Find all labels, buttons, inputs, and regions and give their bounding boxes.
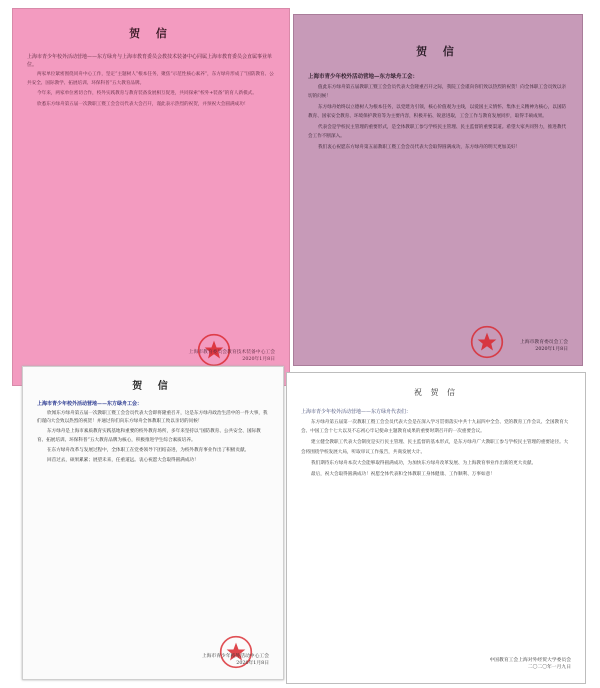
letter-paragraph: 东方绿舟始终以立德树人为根本任务，以党建为引领，核心价值观为主线，以爱国主义情怀、集体主义精神为核心，以国防教育、国家安全教育、环境保护教育等为主要内容，积极开拓、锐意进取，工会工作与教育发展同步，取得丰硕成果。 bbox=[308, 105, 567, 119]
letter-paragraph: 值此东方绿舟第五届教职工暨工会会员代表大会隆重召开之际，我院工会谨向你们致以热烈的祝贺！向全体职工会员致以亲切的问候！ bbox=[308, 85, 567, 99]
letter-signature: 上海市教育委员会教育技术装备中心工会 bbox=[188, 350, 275, 355]
letter-date: 2020年1月8日 bbox=[535, 347, 568, 352]
letter-salutation: 上海市青少年校外活动营地—东方绿舟工会： bbox=[308, 74, 419, 80]
letter-signature-block bbox=[489, 657, 571, 671]
letter-paragraph: 两家单位紧密围绕同舟中心工作，坚定“主题树人”根本任务，聚焦“示范性核心素养”，东方绿舟形成了“国防教育、公共安全、国际教学、拓展培训、环保科普”五大教育品牌。 bbox=[27, 72, 274, 86]
letter-signature-block bbox=[189, 349, 275, 363]
congratulation-letter-3 bbox=[22, 366, 284, 680]
letter-salutation: 上海市青少年校外活动营地——东方绿舟代表们： bbox=[301, 409, 412, 415]
letter-title: 贺 信 bbox=[132, 381, 174, 392]
letter-signature: 上海市教育委员会工会 bbox=[520, 340, 568, 345]
congratulation-letter-2 bbox=[293, 14, 583, 366]
letter-paragraph: 今年来，两家单位密切合作，校外实践教育与教育装备发展相互促进，共同探索“校外+装备”的育人新模式。 bbox=[37, 91, 257, 97]
letter-title: 贺 信 bbox=[129, 27, 173, 40]
letter-salutation: 上海市青少年校外活动营地——东方绿舟与上海市教育委员会教技术装备中心同属上海市教育委员会直属事业单位。 bbox=[27, 54, 273, 68]
letter-date: 二〇二〇年一月九日 bbox=[527, 665, 571, 670]
letter-paragraph: 代表会是学校民主管理的重要形式，是全体教职工参与学校民主管理、民主监督的重要渠道。希望大家共同努力，推进教代会工作不断深入。 bbox=[308, 125, 567, 139]
letter-signature-block bbox=[202, 653, 269, 667]
congratulation-letter-4 bbox=[286, 372, 586, 684]
letter-title: 贺 信 bbox=[416, 45, 460, 58]
letter-signature: 上海市青少年校外活动中心工会 bbox=[201, 654, 269, 659]
letter-paragraph: 欣悉东方绿舟第五届一次教职工暨工会会员代表大会召开，谨此表示热烈的祝贺，并预祝大会圆满成功！ bbox=[37, 101, 249, 107]
letter-paragraph: 欣闻东方绿舟第五届一次教职工暨工会会员代表大会即将隆重召开，这是东方绿舟政治生活中的一件大事，我们谨向大会致以热烈的祝贺！并通过你们向东方绿舟全体教职工致以亲切的问候！ bbox=[37, 411, 268, 425]
letter-paragraph: 东方绿舟是上海市素质教育实践基地和重要的校外教育场所，多年来坚持以“国防教育、公共安全、国际教育、拓展培训、环保科普”五大教育品牌为核心，积极推进学生综合素质培养。 bbox=[37, 429, 261, 443]
letter-title: 祝 贺 信 bbox=[413, 388, 459, 397]
red-seal-stamp bbox=[470, 325, 504, 359]
letter-signature: 中国教育工会上海对外经贸大学委员会 bbox=[489, 658, 571, 663]
letter-body bbox=[294, 83, 582, 152]
letter-body bbox=[287, 418, 585, 479]
letter-paragraph: 最后，祝大会取得圆满成功！祝愿全体代表和全体教职工身体健康、工作顺利、万事如意！ bbox=[311, 472, 495, 478]
letter-signature-block bbox=[520, 339, 568, 353]
letter-paragraph: 我们衷心祝愿东方绿舟第五届教职工暨工会会员代表大会取得圆满成功，东方绿舟的明天更加美好！ bbox=[318, 145, 521, 150]
letter-paragraph: 建立健全教职工代表大会制度是实行民主管理、民主监督的基本形式，是东方绿舟广大教职工参与学校民主管理的重要途径。大会将围绕学校发展大局，听取审议工作报告，共商发展大计。 bbox=[301, 440, 569, 455]
letter-date: 2020年1月8日 bbox=[236, 661, 269, 666]
letter-salutation: 上海市青少年校外活动营地——东方绿舟工会： bbox=[37, 401, 143, 407]
letter-date: 2020年1月8日 bbox=[242, 357, 275, 362]
letter-paragraph: 在东方绿舟改革与发展过程中，全体职工在党委领导下团结奋进，为校外教育事业作出了积极贡献。 bbox=[47, 447, 250, 453]
letter-paragraph: 我们期待东方绿舟本次大会能够取得圆满成功，为加快东方绿舟改革发展、为上海教育事业作出新的更大贡献。 bbox=[311, 460, 537, 466]
letter-paragraph: 回首过去，硕果累累；展望未来，任重道远。衷心祝愿大会取得圆满成功！ bbox=[47, 458, 199, 464]
letter-body bbox=[23, 410, 283, 465]
letter-body bbox=[13, 71, 289, 109]
congratulation-letter-1 bbox=[12, 8, 290, 386]
letter-paragraph: 东方绿舟第五届第一次教职工暨工会会员代表大会是在深入学习贯彻落实中共十九届四中全会、党的教育工作会议、全国教育大会、中国工会十七大以及不忘初心牢记使命主题教育成果的重要时期召开的一次重要会议。 bbox=[301, 420, 569, 435]
